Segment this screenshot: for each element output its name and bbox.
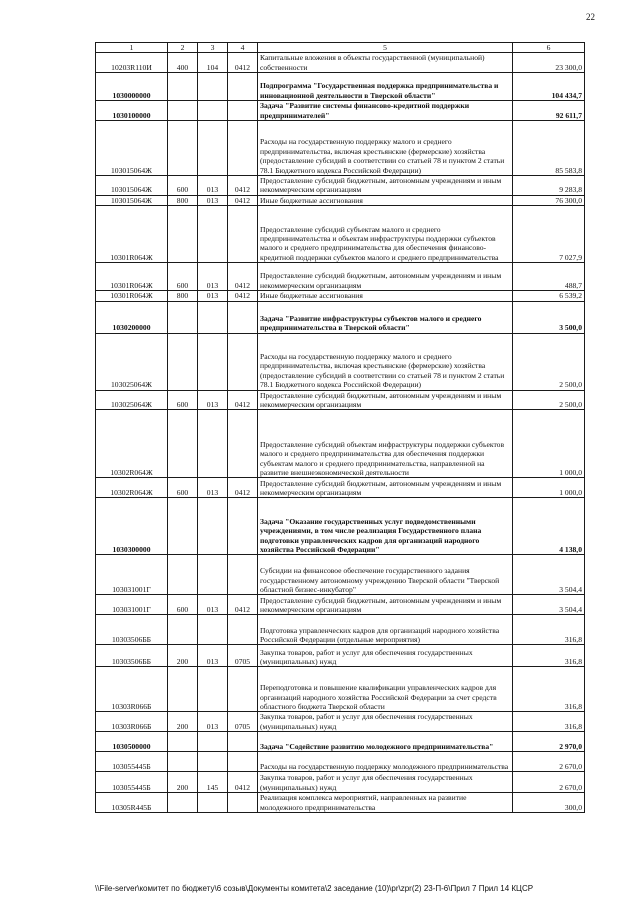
row-amount-cell: 85 583,8	[513, 121, 585, 176]
row-admin-code-cell: 013	[198, 595, 228, 615]
row-expense-type-cell: 200	[168, 645, 198, 667]
row-expense-type-cell	[168, 555, 198, 595]
table-row	[96, 206, 585, 263]
row-description-cell: Переподготовка и повышение квалификации управленческих кадров для организаций народного хозяйства Российской Федерации за счет средств областного бюджета Тверской области	[258, 667, 513, 712]
table-row	[96, 667, 585, 712]
row-expense-type-cell: 800	[168, 291, 198, 301]
row-amount-cell: 23 300,0	[513, 53, 585, 73]
row-code-cell: 103015064Ж	[96, 176, 168, 196]
row-code-cell: 1030100000	[96, 101, 168, 121]
table-row	[96, 732, 585, 752]
row-section-code-cell	[228, 667, 258, 712]
table-row	[96, 615, 585, 645]
row-description-cell: Подготовка управленческих кадров для организаций народного хозяйства Российской Федерации (отдельные мероприятия)	[258, 615, 513, 645]
row-code-cell: 10303506ББ	[96, 645, 168, 667]
column-header: 1	[96, 43, 168, 53]
row-description-cell: Иные бюджетные ассигнования	[258, 195, 513, 205]
table-row	[96, 595, 585, 615]
row-amount-cell: 2 500,0	[513, 390, 585, 410]
table-row	[96, 301, 585, 333]
row-expense-type-cell	[168, 333, 198, 390]
table-row	[96, 410, 585, 478]
row-section-code-cell: 0412	[228, 176, 258, 196]
row-description-cell: Задача "Развитие инфраструктуры субъектов малого и среднего предпринимательства в Тверской области"	[258, 301, 513, 333]
row-amount-cell: 2 670,0	[513, 772, 585, 793]
row-description-cell: Задача "Оказание государственных услуг подведомственными учреждениями, в том числе реализация Государственного плана подготовки управленческих кадров для организаций народного хозяйства Российской Федерации"	[258, 498, 513, 555]
table-row	[96, 291, 585, 301]
row-code-cell: 10203R110И	[96, 53, 168, 73]
row-code-cell: 103015064Ж	[96, 121, 168, 176]
row-admin-code-cell	[198, 121, 228, 176]
row-code-cell: 103025064Ж	[96, 333, 168, 390]
table-row	[96, 73, 585, 101]
row-description-cell: Реализация комплекса мероприятий, направленных на развитие молодежного предпринимательства	[258, 793, 513, 813]
row-section-code-cell	[228, 615, 258, 645]
row-admin-code-cell	[198, 752, 228, 772]
row-amount-cell: 316,8	[513, 615, 585, 645]
table-row	[96, 645, 585, 667]
row-section-code-cell	[228, 206, 258, 263]
row-description-cell: Иные бюджетные ассигнования	[258, 291, 513, 301]
row-expense-type-cell	[168, 73, 198, 101]
row-description-cell: Закупка товаров, работ и услуг для обеспечения государственных (муниципальных) нужд	[258, 645, 513, 667]
row-description-cell: Задача "Содействие развитию молодежного предпринимательства"	[258, 732, 513, 752]
row-code-cell: 103015064Ж	[96, 195, 168, 205]
column-header: 4	[228, 43, 258, 53]
row-description-cell: Предоставление субсидий объектам инфраструктуры поддержки субъектов малого и среднего предпринимательства для обеспечения поддержки субъектам малого и среднего предпринимательства, направленной на развитие внешнеэкономической деятельности	[258, 410, 513, 478]
row-amount-cell: 4 138,0	[513, 498, 585, 555]
row-expense-type-cell: 200	[168, 772, 198, 793]
row-section-code-cell	[228, 101, 258, 121]
table-row	[96, 498, 585, 555]
row-admin-code-cell: 104	[198, 53, 228, 73]
row-admin-code-cell	[198, 333, 228, 390]
row-code-cell: 103055445Б	[96, 772, 168, 793]
row-code-cell: 103031001Г	[96, 595, 168, 615]
row-admin-code-cell: 013	[198, 195, 228, 205]
row-amount-cell: 316,8	[513, 667, 585, 712]
row-amount-cell: 76 300,0	[513, 195, 585, 205]
row-code-cell: 103055445Б	[96, 752, 168, 772]
row-amount-cell: 2 670,0	[513, 752, 585, 772]
row-amount-cell: 300,0	[513, 793, 585, 813]
table-row	[96, 555, 585, 595]
row-admin-code-cell: 013	[198, 645, 228, 667]
row-section-code-cell: 0412	[228, 291, 258, 301]
row-amount-cell: 2 500,0	[513, 333, 585, 390]
row-expense-type-cell	[168, 667, 198, 712]
row-section-code-cell	[228, 752, 258, 772]
row-admin-code-cell	[198, 793, 228, 813]
row-amount-cell: 316,8	[513, 712, 585, 732]
table-row	[96, 390, 585, 410]
row-admin-code-cell: 145	[198, 772, 228, 793]
row-description-cell: Предоставление субсидий бюджетным, автономным учреждениям и иным некоммерческим организациям	[258, 390, 513, 410]
row-expense-type-cell	[168, 121, 198, 176]
row-admin-code-cell	[198, 555, 228, 595]
row-section-code-cell: 0412	[228, 53, 258, 73]
row-description-cell: Предоставление субсидий бюджетным, автономным учреждениям и иным некоммерческим организациям	[258, 595, 513, 615]
row-description-cell: Закупка товаров, работ и услуг для обеспечения государственных (муниципальных) нужд	[258, 772, 513, 793]
row-expense-type-cell	[168, 410, 198, 478]
table-body	[96, 53, 585, 813]
file-path-footer: \\File-server\комитет по бюджету\6 созыв\Документы комитета\2 заседание (10)\pr\zpr(2) 23-П-6\Прил 7 Прил 14 КЦСР	[95, 884, 534, 893]
row-description-cell: Предоставление субсидий бюджетным, автономным учреждениям и иным некоммерческим организациям	[258, 478, 513, 498]
table-row	[96, 101, 585, 121]
row-amount-cell: 3 504,4	[513, 595, 585, 615]
row-expense-type-cell	[168, 752, 198, 772]
row-expense-type-cell	[168, 732, 198, 752]
row-amount-cell: 1 000,0	[513, 478, 585, 498]
row-expense-type-cell: 600	[168, 390, 198, 410]
table-row	[96, 752, 585, 772]
row-amount-cell: 92 611,7	[513, 101, 585, 121]
row-admin-code-cell: 013	[198, 712, 228, 732]
table-row	[96, 176, 585, 196]
row-description-cell: Закупка товаров, работ и услуг для обеспечения государственных (муниципальных) нужд	[258, 712, 513, 732]
row-code-cell: 1030000000	[96, 73, 168, 101]
row-amount-cell: 3 500,0	[513, 301, 585, 333]
row-description-cell: Предоставление субсидий субъектам малого и среднего предпринимательства и объектам инфраструктуры поддержки субъектов малого и среднего предпринимательства для обеспечения финансово-кредитной поддержки субъектов малого и среднего предпринимательства	[258, 206, 513, 263]
page-number: 22	[586, 12, 595, 22]
column-header: 5	[258, 43, 513, 53]
row-expense-type-cell: 600	[168, 478, 198, 498]
row-expense-type-cell	[168, 793, 198, 813]
row-code-cell: 10305R445Б	[96, 793, 168, 813]
row-admin-code-cell	[198, 410, 228, 478]
row-code-cell: 10302R064Ж	[96, 478, 168, 498]
row-description-cell: Расходы на государственную поддержку малого и среднего предпринимательства, включая крестьянские (фермерские) хозяйства (предоставление субсидий в соответствии со статьей 78 и пунктом 2 статьи 78.1 Бюджетного кодекса Российской Федерации)	[258, 333, 513, 390]
row-amount-cell: 104 434,7	[513, 73, 585, 101]
row-section-code-cell	[228, 732, 258, 752]
row-admin-code-cell	[198, 73, 228, 101]
budget-table	[95, 42, 585, 813]
row-admin-code-cell	[198, 101, 228, 121]
row-description-cell: Подпрограмма "Государственная поддержка предпринимательства и инновационной деятельности в Тверской области"	[258, 73, 513, 101]
row-admin-code-cell	[198, 206, 228, 263]
table-header	[96, 43, 585, 53]
row-expense-type-cell: 600	[168, 263, 198, 291]
row-description-cell: Субсидии на финансовое обеспечение государственного задания государственному автономному учреждению Тверской области "Тверской областной бизнес-инкубатор"	[258, 555, 513, 595]
row-description-cell: Расходы на государственную поддержку малого и среднего предпринимательства, включая крестьянские (фермерские) хозяйства (предоставление субсидий в соответствии со статьей 78 и пунктом 2 статьи 78.1 Бюджетного кодекса Российской Федерации)	[258, 121, 513, 176]
row-admin-code-cell: 013	[198, 390, 228, 410]
row-section-code-cell	[228, 555, 258, 595]
row-code-cell: 10303R066Б	[96, 712, 168, 732]
row-expense-type-cell	[168, 301, 198, 333]
row-section-code-cell: 0412	[228, 595, 258, 615]
row-section-code-cell: 0412	[228, 195, 258, 205]
table-row	[96, 263, 585, 291]
row-amount-cell: 1 000,0	[513, 410, 585, 478]
row-amount-cell: 3 504,4	[513, 555, 585, 595]
row-section-code-cell: 0705	[228, 645, 258, 667]
row-section-code-cell	[228, 793, 258, 813]
row-code-cell: 103025064Ж	[96, 390, 168, 410]
row-code-cell: 10301R064Ж	[96, 291, 168, 301]
column-header: 6	[513, 43, 585, 53]
column-header: 2	[168, 43, 198, 53]
row-admin-code-cell: 013	[198, 291, 228, 301]
row-section-code-cell	[228, 333, 258, 390]
row-admin-code-cell	[198, 498, 228, 555]
row-amount-cell: 6 539,2	[513, 291, 585, 301]
row-expense-type-cell	[168, 615, 198, 645]
row-expense-type-cell: 200	[168, 712, 198, 732]
row-section-code-cell	[228, 301, 258, 333]
row-amount-cell: 488,7	[513, 263, 585, 291]
row-code-cell: 10301R064Ж	[96, 263, 168, 291]
row-code-cell: 1030200000	[96, 301, 168, 333]
row-admin-code-cell	[198, 615, 228, 645]
row-amount-cell: 9 283,8	[513, 176, 585, 196]
table-row	[96, 333, 585, 390]
row-code-cell: 10303R066Б	[96, 667, 168, 712]
table-row	[96, 53, 585, 73]
table-row	[96, 793, 585, 813]
table-row	[96, 195, 585, 205]
row-code-cell: 1030300000	[96, 498, 168, 555]
row-expense-type-cell	[168, 498, 198, 555]
table-row	[96, 712, 585, 732]
row-amount-cell: 7 027,9	[513, 206, 585, 263]
row-section-code-cell	[228, 73, 258, 101]
row-section-code-cell: 0705	[228, 712, 258, 732]
row-code-cell: 10302R064Ж	[96, 410, 168, 478]
row-admin-code-cell	[198, 732, 228, 752]
column-header: 3	[198, 43, 228, 53]
row-expense-type-cell: 800	[168, 195, 198, 205]
row-section-code-cell: 0412	[228, 390, 258, 410]
row-expense-type-cell: 600	[168, 176, 198, 196]
row-code-cell: 10301R064Ж	[96, 206, 168, 263]
row-description-cell: Капитальные вложения в объекты государственной (муниципальной) собственности	[258, 53, 513, 73]
row-description-cell: Предоставление субсидий бюджетным, автономным учреждениям и иным некоммерческим организациям	[258, 263, 513, 291]
row-admin-code-cell: 013	[198, 478, 228, 498]
row-section-code-cell: 0412	[228, 478, 258, 498]
row-section-code-cell	[228, 121, 258, 176]
row-admin-code-cell: 013	[198, 176, 228, 196]
row-amount-cell: 2 970,0	[513, 732, 585, 752]
row-expense-type-cell: 600	[168, 595, 198, 615]
row-section-code-cell	[228, 498, 258, 555]
table-row	[96, 121, 585, 176]
row-admin-code-cell	[198, 301, 228, 333]
row-admin-code-cell	[198, 667, 228, 712]
row-expense-type-cell	[168, 206, 198, 263]
row-code-cell: 103031001Г	[96, 555, 168, 595]
row-description-cell: Задача "Развитие системы финансово-кредитной поддержки предпринимателей"	[258, 101, 513, 121]
table-row	[96, 478, 585, 498]
row-code-cell: 10303506ББ	[96, 615, 168, 645]
row-section-code-cell: 0412	[228, 263, 258, 291]
row-section-code-cell	[228, 410, 258, 478]
row-admin-code-cell: 013	[198, 263, 228, 291]
row-description-cell: Предоставление субсидий бюджетным, автономным учреждениям и иным некоммерческим организациям	[258, 176, 513, 196]
row-code-cell: 1030500000	[96, 732, 168, 752]
row-section-code-cell: 0412	[228, 772, 258, 793]
table-row	[96, 772, 585, 793]
row-description-cell: Расходы на государственную поддержку молодежного предпринимательства	[258, 752, 513, 772]
row-expense-type-cell	[168, 101, 198, 121]
row-amount-cell: 316,8	[513, 645, 585, 667]
row-expense-type-cell: 400	[168, 53, 198, 73]
